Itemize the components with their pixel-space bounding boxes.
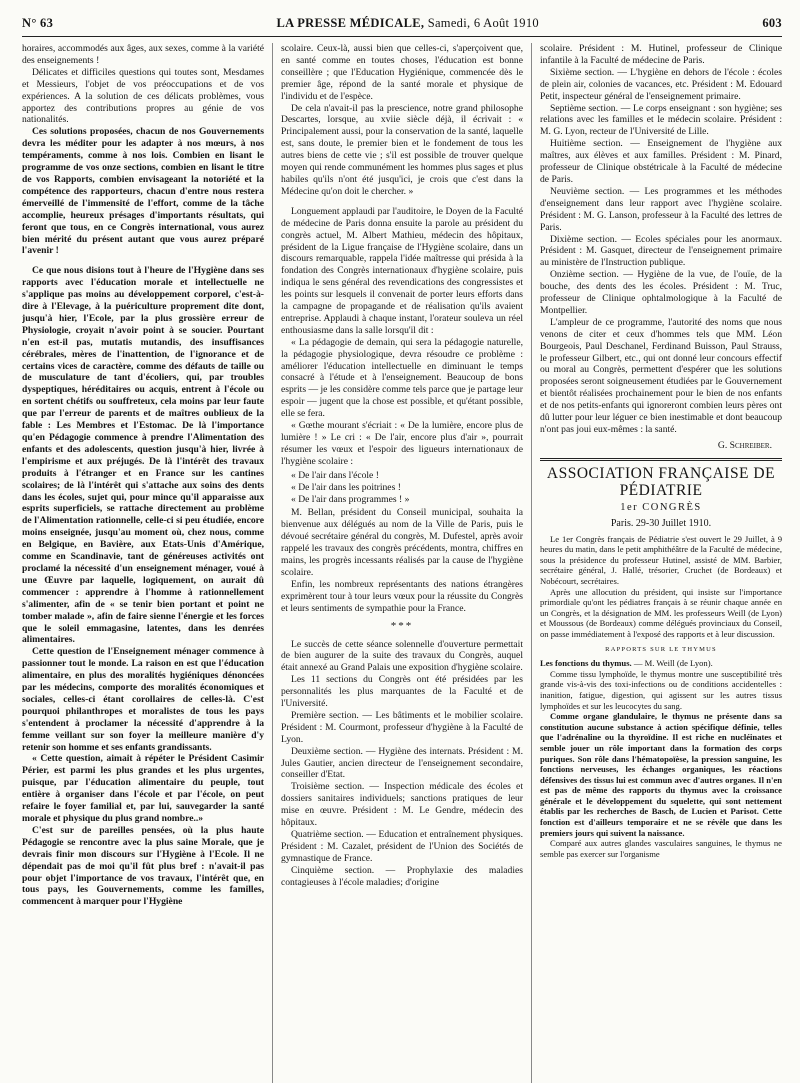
quote-paragraph: « Gœthe mourant s'écriait : « De la lumière, encore plus de lumière ! » Le cri : « De l'air, encore plus d'air », pourrait résumer les vœux et l'espoir des ligueurs internationaux de l'hygiène scolaire : [281, 420, 523, 467]
journal-name: LA PRESSE MÉDICALE, [276, 16, 425, 30]
paragraph: Longuement applaudi par l'auditoire, le Doyen de la Faculté de médecine de Paris donna ensuite la parole au président du congrès actuel, M. Albert Mathieu, médecin des hôpitaux, président de la Ligue française de l'Hygiène scolaire, dans un discours remarquable, rappela l'idée maîtresse qui présida à la fondation des Congrès internationaux d'hygiène scolaire, puis indiqua le sens général des revendications des congressistes et les points sur lesquels il convenait de porter leurs efforts dans la campagne de propagande et de réalisation qu'ils avaient entreprise. Applaudi à chaque instant, l'orateur souleva un réel enthousiasme dans la salle lorsqu'il dit : [281, 205, 523, 336]
quote-paragraph: « La pédagogie de demain, qui sera la pédagogie naturelle, la pédagogie physiologique, devra résoudre ce problème : améliorer l'éducation intellectuelle en diminuant le temps consacré à l'étude et à l'enseignement. Beaucoup de bons esprits — je les considère comme tels parce que je partage leur espoir — jugent que la chose est possible, et qu'étant possible, elle se fera. [281, 336, 523, 420]
paragraph: Le succès de cette séance solennelle d'ouverture permettait de bien augurer de la suite des travaux du Congrès, auquel était annexé au Grand Palais une exposition d'hygiène scolaire. [281, 638, 523, 674]
section-item: Deuxième section. — Hygiène des internats. Président : M. Jules Gautier, ancien directeur de l'enseignement secondaire, conseiller d'Etat. [281, 745, 523, 781]
dateline: Paris. 29-30 Juillet 1910. [610, 517, 712, 529]
article-body [540, 534, 782, 860]
paragraph: Le 1er Congrès français de Pédiatrie s'est ouvert le 29 Juillet, à 9 heures du matin, dans le petit amphithéâtre de la Faculté de médecine, sous la présidence du professeur Hutinel, assisté de MM. Barbier, secrétaire général, J. Hallé, trésorier, Cruchet (de Bordeaux) et Nobécourt, secrétaires. [540, 533, 782, 586]
section-item: Neuvième section. — Les programmes et les méthodes d'enseignement dans leur rapport avec l'hygiène scolaire. Président : M. G. Lanson, professeur à la Faculté des lettres de Paris. [540, 185, 782, 233]
paragraph: De cela n'avait-il pas la prescience, notre grand philosophe Descartes, lorsque, au xviie siècle déjà, il écrivait : « Principalement aussi, pour la conservation de la santé, laquelle est, sans doute, le premier bien et le fondement de tous les autres biens de cette vie ; s'il est possible de trouver quelque moyen qui rende communément les hommes plus sages et plus habiles qu'ils n'ont été jusqu'ici, je crois que c'est dans la Médecine qu'on doit le chercher. » [281, 102, 523, 197]
paragraph: horaires, accommodés aux âges, aux sexes, comme à la variété des enseignements ! [22, 43, 264, 66]
section-item: Troisième section. — Inspection médicale des écoles et dossiers sanitaires individuels; sanctions pratiques de leur mise en œuvre. Président : M. Le Gendre, médecin des hôpitaux. [281, 781, 523, 829]
subsection-author: — M. Weill (de Lyon). [633, 658, 713, 669]
paragraph: Comme organe glandulaire, le thymus ne présente dans sa constitution aucune substance à action spécifique définie, telles que l'adrénaline ou la thyroïdine. Il est riche en nucléinates et semble jouer un rôle important dans la formation des corps puriques. Son rôle dans l'hématopoïèse, la pression sanguine, les fonctions nerveuses, les échanges organiques, les réactions défensives des tissus lui est commun avec d'autres organes. Il n'en est pas de même des rapports du thymus avec la croissance générale et le développement du squelette, qui sont nettement établis par les recherches de Basch, de Lucien et Parisot. Cette fonction est d'ailleurs temporaire et ne se révèle que dans les premiers jours qui suivent la naissance. [540, 711, 782, 838]
paragraph: « Cette question, aimait à répéter le Président Casimir Périer, est parmi les plus grandes et les plus urgentes, puisque, par l'éducation alimentaire du peuple, tout entière à organiser dans l'école et par l'école, on peut refaire le foyer familial et, par lui, sauvegarder la santé morale et physique du plus grand nombre..» [22, 753, 264, 824]
rubric-title: RAPPORTS SUR LE THYMUS [605, 645, 717, 653]
section-item: Septième section. — Le corps enseignant : son hygiène; ses relations avec les familles et le médecin scolaire. Président : M. G. Lyon, recteur de l'Université de Lille. [540, 102, 782, 138]
paragraph: Cette question de l'Enseignement ménager commence à passionner tout le monde. La raison en est que l'éducation alimentaire, en plus des moralités hygiéniques dénoncées par les médecins, comporte des moralités économiques et sociales, celles-ci étant corollaires de celles-là. C'est pourquoi philanthropes et moralistes de tous les pays s'entendent à proclamer la nécessité d'apprendre à la femme veillant sur son foyer la meilleure manière d'y retenir son homme et ses enfants grandissants. [22, 646, 264, 753]
double-rule [540, 458, 782, 461]
section-item: Première section. — Les bâtiments et le mobilier scolaire. Président : M. Courmont, professeur d'hygiène à la Faculté de Lyon. [281, 709, 523, 745]
section-separator: *** [390, 619, 414, 632]
page-number: 603 [762, 16, 782, 30]
paragraph: Comparé aux autres glandes vasculaires sanguines, le thymus ne semble pas exercer sur l'organisme [540, 838, 782, 859]
article-heading: ASSOCIATION FRANÇAISE DE PÉDIATRIE [546, 464, 776, 499]
issue-number: N° 63 [22, 16, 54, 30]
paragraph: C'est sur de pareilles pensées, où la plus haute Pédagogie se rencontre avec la plus saine Morale, que je devrais finir mon discours sur l'Hygiène à l'Ecole. Il ne dépendait pas de moi qu'il fût plus bref : n'avait-il pas pour objet l'importance de vos travaux, l'intérêt que, en tous pays, les Gouvernements, comme les familles, commencent à marquer pour l'Hygiène [22, 824, 264, 908]
section-item: Quatrième section. — Education et entraînement physiques. Président : M. Cazalet, président de l'Union des Sociétés de gymnastique de France. [281, 829, 523, 864]
issue-date: Samedi, 6 Août 1910 [427, 16, 539, 30]
page-header [22, 16, 782, 37]
section-item: Huitième section. — Enseignement de l'hygiène aux maîtres, aux élèves et aux familles. Président : M. Pinard, professeur de Clinique obstétricale à la Faculté de médecine de Paris. [540, 138, 782, 185]
paragraph: Après une allocution du président, qui insiste sur l'importance primordiale qu'ont les pédiatres français à se réunir chaque année en un Congrès, et la désignation de MM. les professeurs Weill (de Lyon) et Moussous (de Bordeaux) comme délégués provinciaux du Conseil, on passe immédiatement à l'exposé des rapports et à leur discussion. [540, 586, 782, 639]
paragraph: Enfin, les nombreux représentants des nations étrangères exprimèrent tour à tour leurs vœux pour la réussite du Congrès et leurs sentiments de sympathie pour la France. [281, 578, 523, 614]
paragraph: M. Bellan, président du Conseil municipal, souhaita la bienvenue aux délégués au nom de la Ville de Paris, puis le dévoué secrétaire général du congrès, M. Dufestel, après avoir rappelé les travaux des congrès précédents, montra, chiffres en mains, les progrès incessants réalisés par la cause de l'hygiène scolaire. [281, 507, 523, 578]
section-item: Sixième section. — L'hygiène en dehors de l'école : écoles de plein air, colonies de vacances, etc. Président : M. Edouard Petit, inspecteur général de l'enseignement primaire. [540, 66, 782, 102]
column-3 [531, 43, 782, 1083]
paragraph: scolaire. Ceux-là, aussi bien que celles-ci, s'aperçoivent que, en santé comme en toutes choses, l'éducation est bonne conseillère ; que l'Education Hygiénique, commencée dès le premier âge, répond de la santé morale et physique de l'individu et de l'espèce. [281, 43, 523, 102]
paragraph: Ces solutions proposées, chacun de nos Gouvernements devra les méditer pour les adapter à nos mœurs, à nos tempéraments, comme à nos lois. Combien en lisant le programme de vos onze sections, combien en lisant le titre de vos Rapports, combien envisageant la notoriété et la compétence des rapporteurs, chacun d'entre nous restera émerveillé de l'immensité de l'effort, comme de la tâche accomplie, heureux présages d'importants résultats, qui feront que tous, en ce Congrès international, vous aurez bien mérité du présent autant que vous aurez préparé l'avenir ! [22, 126, 264, 257]
section-item: scolaire. Président : M. Hutinel, professeur de Clinique infantile à la Faculté de médecine de Paris. [540, 43, 782, 66]
article-subheading: 1er CONGRÈS [620, 501, 702, 513]
paragraph [540, 658, 782, 669]
journal-title [277, 16, 539, 31]
paragraph: L'ampleur de ce programme, l'autorité des noms que nous venons de citer et ceux d'hommes tels que MM. Léon Bourgeois, Paul Deschanel, Ferdinand Buisson, Paul Strauss, le professeur Gilbert, etc., qui ont donné leur concours effectif ou moral au Congrès, permettent d'espérer que les solutions proposées seront soigneusement étudiées par le Gouvernement et bientôt réalisées prochainement pour le bien de nos enfants et de nos petits-enfants qui ignoreront combien leurs pères ont dû lutter pour leur léguer ce bien inestimable et dont beaucoup n'ont pas joui eux-mêmes : la santé. [540, 316, 782, 435]
section-item: Dixième section. — Ecoles spéciales pour les anormaux. Président : M. Gasquet, directeur de l'enseignement primaire au ministère de l'Instruction publique. [540, 233, 782, 269]
column-2 [272, 43, 531, 1083]
paragraph: Ce que nous disions tout à l'heure de l'Hygiène dans ses rapports avec l'éducation morale et intellectuelle ne s'applique pas moins au développement corporel, c'est-à-dire à l'Elevage, à la puériculture proprement dite dont, jusqu'à hier, l'Ecole, par la plus grossière erreur de Physiologie, croyait n'avoir point à se soucier. Pourtant n'en est-il pas, mutatis mutandis, des insuffisances cérébrales, mères de l'inattention, de l'ignorance et de certains vices de caractère, comme des défauts de taille ou de musculature de tant d'écoliers, qui, par troubles dyspeptiques, héréditaires ou acquis, entrent à l'école ou en sortent chétifs ou souffreteux, cela moins par leur faute que par l'erreur de parents et de maîtres oublieux de la fable : Les Membres et l'Estomac. De là l'importance qu'en Pédagogie commence à prendre l'Alimentation des enfants et des adolescents, question jusqu'à hier, livrée à l'empirisme et aux préjugés. De là l'intérêt des travaux produits à l'étranger et en France sur les cantines scolaires; de là l'intérêt qui s'attache aux soins des dents dans les écoles, sujet qui, pour mince qu'il apparaisse aux esprits superficiels, se rattache directement au problème de l'Alimentation rationnelle, celle-ci si peu étudiée, encore moins enseignée, jusqu'au moment où, chez nous, comme en Belgique, en Bavière, aux Etats-Unis d'Amérique, comme en Scandinavie, tant de généreuses activités ont proclamé la nécessité d'un enseignement ménager, voué à une Œuvre par laquelle, logiquement, on aurait dû commencer : apprendre à l'homme à rationnellement s'alimenter, afin de « se tenir bien portant et point ne tomber malade », afin de faire sienne l'énergie et les forces que le soleil emmagasine, latentes, dans les denrées alimentaires. [22, 265, 264, 646]
paragraph: Comme tissu lymphoïde, le thymus montre une susceptibilité très grande vis-à-vis des toxi-infections ou de conditions accidentelles : inanition, fatigue, digestion, qui agissent sur les autres tissus lymphoïdes et sur les leucocytes du sang. [540, 668, 782, 711]
list-item: « De l'air dans programmes ! » [291, 493, 410, 505]
paragraph: Délicates et difficiles questions qui toutes sont, Mesdames et Messieurs, l'objet de vos préoccupations et de vos expériences. A la solution de ces délicats problèmes, vous apportez des contributions propres au génie de vos nationalités. [22, 66, 264, 126]
quote-list [291, 470, 523, 506]
paragraph: Les 11 sections du Congrès ont été présidées par les personnalités les plus marquantes de la Faculté et de l'Université. [281, 674, 523, 710]
author-signature: G. Schreiber. [717, 439, 772, 451]
section-item: Onzième section. — Hygiène de la vue, de l'ouïe, de la bouche, des dents des les écoles. Président : M. Truc, professeur de Clinique ophtalmologique à la Faculté de Montpellier. [540, 269, 782, 316]
list-item: « De l'air dans les poitrines ! [291, 481, 401, 493]
list-item: « De l'air dans l'école ! [291, 469, 379, 481]
subsection-title: Les fonctions du thymus. [540, 658, 632, 669]
column-1 [22, 43, 272, 1083]
section-item: Cinquième section. — Prophylaxie des maladies contagieuses à l'école maladies; d'origine [281, 864, 523, 888]
columns [22, 43, 782, 1083]
